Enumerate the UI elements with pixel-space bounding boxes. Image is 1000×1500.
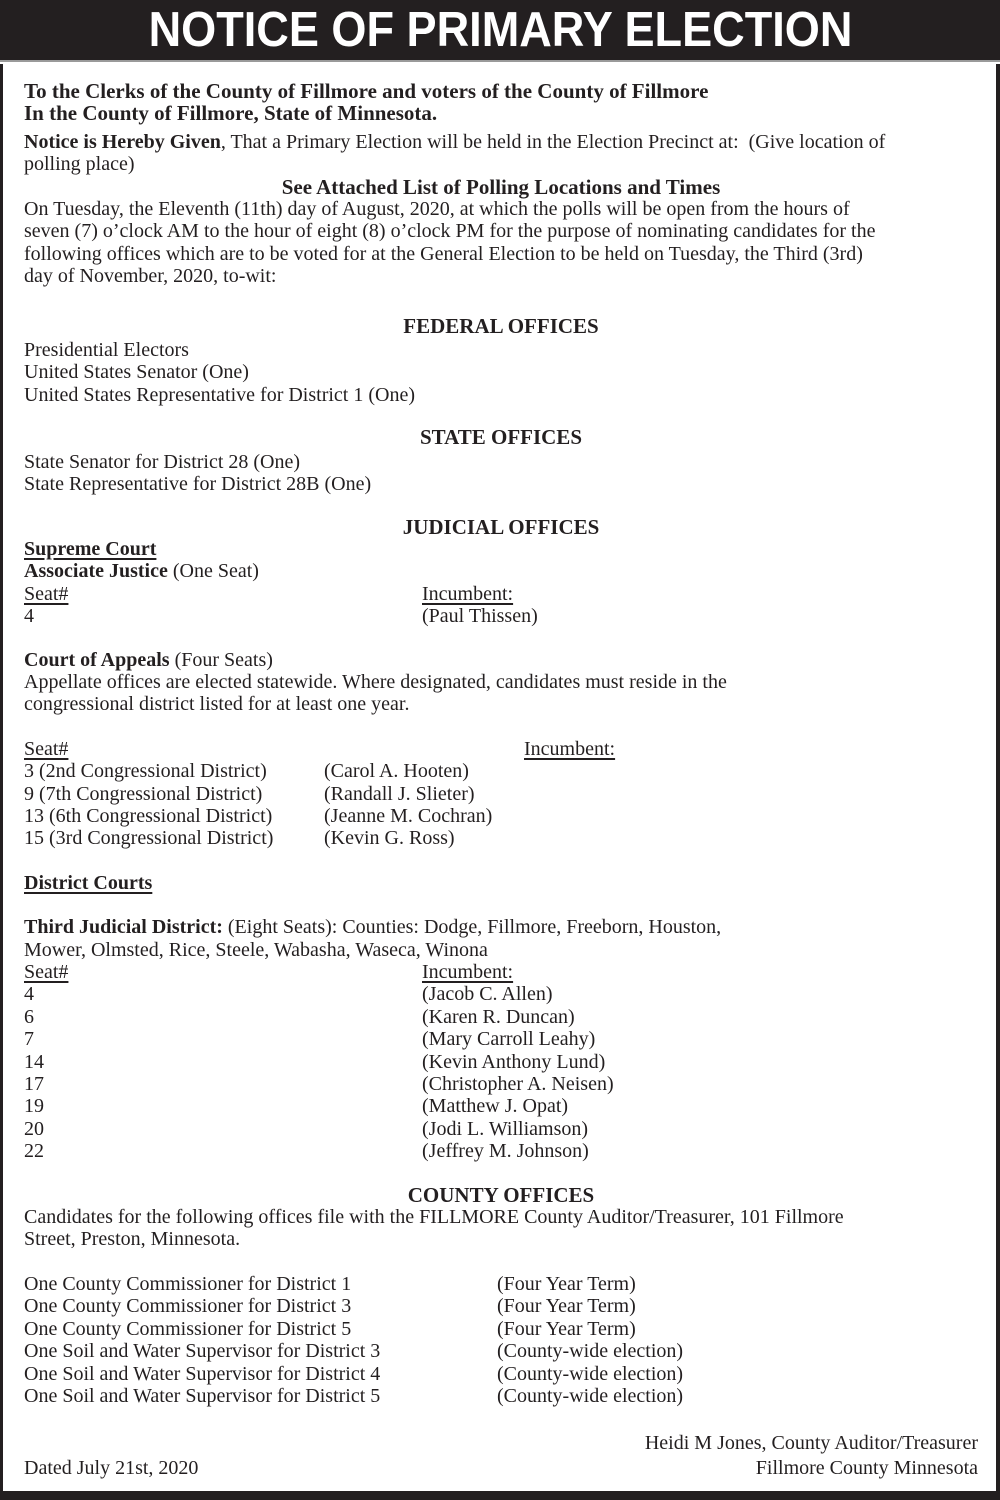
office-cell: One Soil and Water Supervisor for District 5: [24, 1384, 381, 1407]
notice-given-line-2: polling place): [24, 153, 135, 176]
seat-cell: 15 (3rd Congressional District): [24, 827, 274, 850]
associate-justice-bold: Associate Justice: [24, 560, 168, 583]
seat-header-text: Seat#: [24, 582, 69, 605]
seat-cell: 7: [24, 1028, 34, 1051]
page-title: NOTICE OF PRIMARY ELECTION: [148, 3, 852, 57]
seat-header: [24, 583, 422, 605]
district-courts-title-text: District Courts: [24, 871, 153, 894]
incumbent-cell: (Randall J. Slieter): [324, 782, 475, 805]
incumbent-cell: (Jacob C. Allen): [422, 983, 553, 1006]
district-courts-title: [24, 872, 978, 894]
table-row: [24, 1385, 978, 1407]
paragraph-line: On Tuesday, the Eleventh (11th) day of August, 2020, at which the polls will be open from the hours of: [24, 198, 850, 221]
notice-given-line: [24, 131, 978, 153]
table-row: [24, 1095, 978, 1117]
incumbent-cell: (Jeffrey M. Johnson): [422, 1140, 589, 1163]
paragraph-line: day of November, 2020, to-wit:: [24, 265, 277, 288]
associate-justice-line: [24, 560, 978, 582]
incumbent-cell: (Mary Carroll Leahy): [422, 1028, 596, 1051]
incumbent-cell: (Jeanne M. Cochran): [324, 804, 493, 827]
office-cell: One County Commissioner for District 3: [24, 1295, 352, 1318]
seat-cell: 17: [24, 1073, 44, 1096]
table-row: [24, 1006, 978, 1028]
court-of-appeals-bold: Court of Appeals: [24, 648, 170, 671]
third-judicial-line-2: Mower, Olmsted, Rice, Steele, Wabasha, Waseca, Winona: [24, 938, 488, 961]
seat-header: [24, 961, 422, 983]
table-row: [24, 1051, 978, 1073]
incumbent-cell: (Paul Thissen): [422, 605, 538, 628]
seat-header: [24, 738, 524, 760]
document-frame: [0, 64, 1000, 1500]
table-row: [24, 805, 978, 827]
document-content: [3, 64, 996, 1479]
seat-header-text: Seat#: [24, 961, 69, 983]
office-cell: One Soil and Water Supervisor for District 4: [24, 1362, 381, 1385]
supreme-court-table-header: [24, 583, 978, 605]
state-office-item: State Senator for District 28 (One): [24, 450, 301, 473]
seat-cell: 19: [24, 1095, 44, 1118]
table-row: [24, 1340, 978, 1362]
incumbent-cell: (Matthew J. Opat): [422, 1095, 569, 1118]
office-cell: One Soil and Water Supervisor for District 3: [24, 1340, 381, 1363]
see-attached-heading: See Attached List of Polling Locations and Times: [281, 174, 721, 199]
incumbent-cell: (Kevin G. Ross): [324, 827, 455, 850]
footer-county-line: Fillmore County Minnesota: [755, 1456, 978, 1479]
table-row: [24, 605, 978, 627]
seat-cell: 20: [24, 1117, 44, 1140]
seat-cell: 3 (2nd Congressional District): [24, 760, 267, 783]
judicial-offices-heading: JUDICIAL OFFICES: [402, 514, 600, 539]
associate-justice-rest: (One Seat): [167, 560, 259, 583]
state-office-item: State Representative for District 28B (One): [24, 473, 372, 496]
third-judicial-bold: Third Judicial District:: [24, 916, 223, 939]
appeals-desc-line: congressional district listed for at least one year.: [24, 693, 410, 716]
court-of-appeals-title: [24, 649, 978, 671]
federal-office-item: United States Senator (One): [24, 361, 249, 384]
county-offices-heading: COUNTY OFFICES: [407, 1182, 595, 1207]
office-cell: One County Commissioner for District 1: [24, 1272, 352, 1295]
state-offices-heading: STATE OFFICES: [419, 425, 582, 450]
notice-given-rest: , That a Primary Election will be held in the Election Precinct at: (Give location of: [220, 130, 886, 153]
incumbent-header-text: Incumbent:: [422, 961, 514, 983]
third-judicial-rest: (Eight Seats): Counties: Dodge, Fillmore, Freeborn, Houston,: [222, 916, 722, 939]
incumbent-header: [422, 961, 513, 983]
table-row: [24, 1140, 978, 1162]
third-judicial-line: [24, 916, 978, 938]
incumbent-cell: (Christopher A. Neisen): [422, 1073, 614, 1096]
incumbent-header-text: Incumbent:: [524, 737, 616, 760]
incumbent-cell: (Karen R. Duncan): [422, 1005, 575, 1028]
table-row: [24, 1028, 978, 1050]
federal-offices-heading: FEDERAL OFFICES: [403, 313, 599, 338]
office-cell: One County Commissioner for District 5: [24, 1317, 352, 1340]
table-row: [24, 760, 978, 782]
notice-given-bold: Notice is Hereby Given: [24, 130, 221, 153]
incumbent-header: [524, 738, 615, 760]
seat-cell: 6: [24, 1005, 34, 1028]
table-row: [24, 783, 978, 805]
seat-cell: 22: [24, 1140, 44, 1163]
seat-cell: 14: [24, 1050, 44, 1073]
dated-line: Dated July 21st, 2020: [24, 1456, 199, 1479]
appeals-table-header: [24, 738, 978, 760]
federal-office-item: Presidential Electors: [24, 339, 189, 362]
term-cell: (County-wide election): [497, 1384, 684, 1407]
table-row: [24, 1073, 978, 1095]
table-row: [24, 1318, 978, 1340]
court-of-appeals-rest: (Four Seats): [169, 648, 273, 671]
county-desc-line: Candidates for the following offices file with the FILLMORE County Auditor/Treasurer, 101 Fillmore: [24, 1206, 844, 1229]
incumbent-header: [422, 583, 513, 605]
incumbent-cell: (Kevin Anthony Lund): [422, 1050, 606, 1073]
paragraph-line: seven (7) o’clock AM to the hour of eight (8) o’clock PM for the purpose of nominating candidates for the: [24, 220, 876, 243]
county-desc-line: Street, Preston, Minnesota.: [24, 1228, 241, 1251]
term-cell: (Four Year Term): [497, 1295, 636, 1318]
seat-cell: 4: [24, 605, 34, 628]
incumbent-cell: (Carol A. Hooten): [324, 760, 469, 783]
addressee-line-1: To the Clerks of the County of Fillmore and voters of the County of Fillmore: [24, 79, 709, 103]
table-row: [24, 1118, 978, 1140]
footer-row: [24, 1457, 978, 1479]
supreme-court-title: [24, 538, 978, 560]
table-row: [24, 1363, 978, 1385]
district-table-header: [24, 961, 978, 983]
seat-cell: 9 (7th Congressional District): [24, 782, 263, 805]
supreme-court-title-text: Supreme Court: [24, 537, 157, 560]
term-cell: (Four Year Term): [497, 1317, 636, 1340]
signature-line: Heidi M Jones, County Auditor/Treasurer: [644, 1432, 978, 1455]
term-cell: (County-wide election): [497, 1340, 684, 1363]
seat-header-text: Seat#: [24, 737, 69, 760]
paragraph-line: following offices which are to be voted for at the General Election to be held on Tuesday, the Third (3rd): [24, 242, 863, 265]
table-row: [24, 1295, 978, 1317]
table-row: [24, 1273, 978, 1295]
seat-cell: 4: [24, 983, 34, 1006]
notice-banner: [0, 0, 1000, 62]
table-row: [24, 827, 978, 849]
table-row: [24, 983, 978, 1005]
incumbent-cell: (Jodi L. Williamson): [422, 1117, 589, 1140]
term-cell: (Four Year Term): [497, 1272, 636, 1295]
appeals-desc-line: Appellate offices are elected statewide. Where designated, candidates must reside in the: [24, 670, 727, 693]
addressee-line-2: In the County of Fillmore, State of Minnesota.: [24, 101, 438, 126]
seat-cell: 13 (6th Congressional District): [24, 804, 273, 827]
incumbent-header-text: Incumbent:: [422, 582, 514, 605]
term-cell: (County-wide election): [497, 1362, 684, 1385]
federal-office-item: United States Representative for District 1 (One): [24, 383, 415, 406]
